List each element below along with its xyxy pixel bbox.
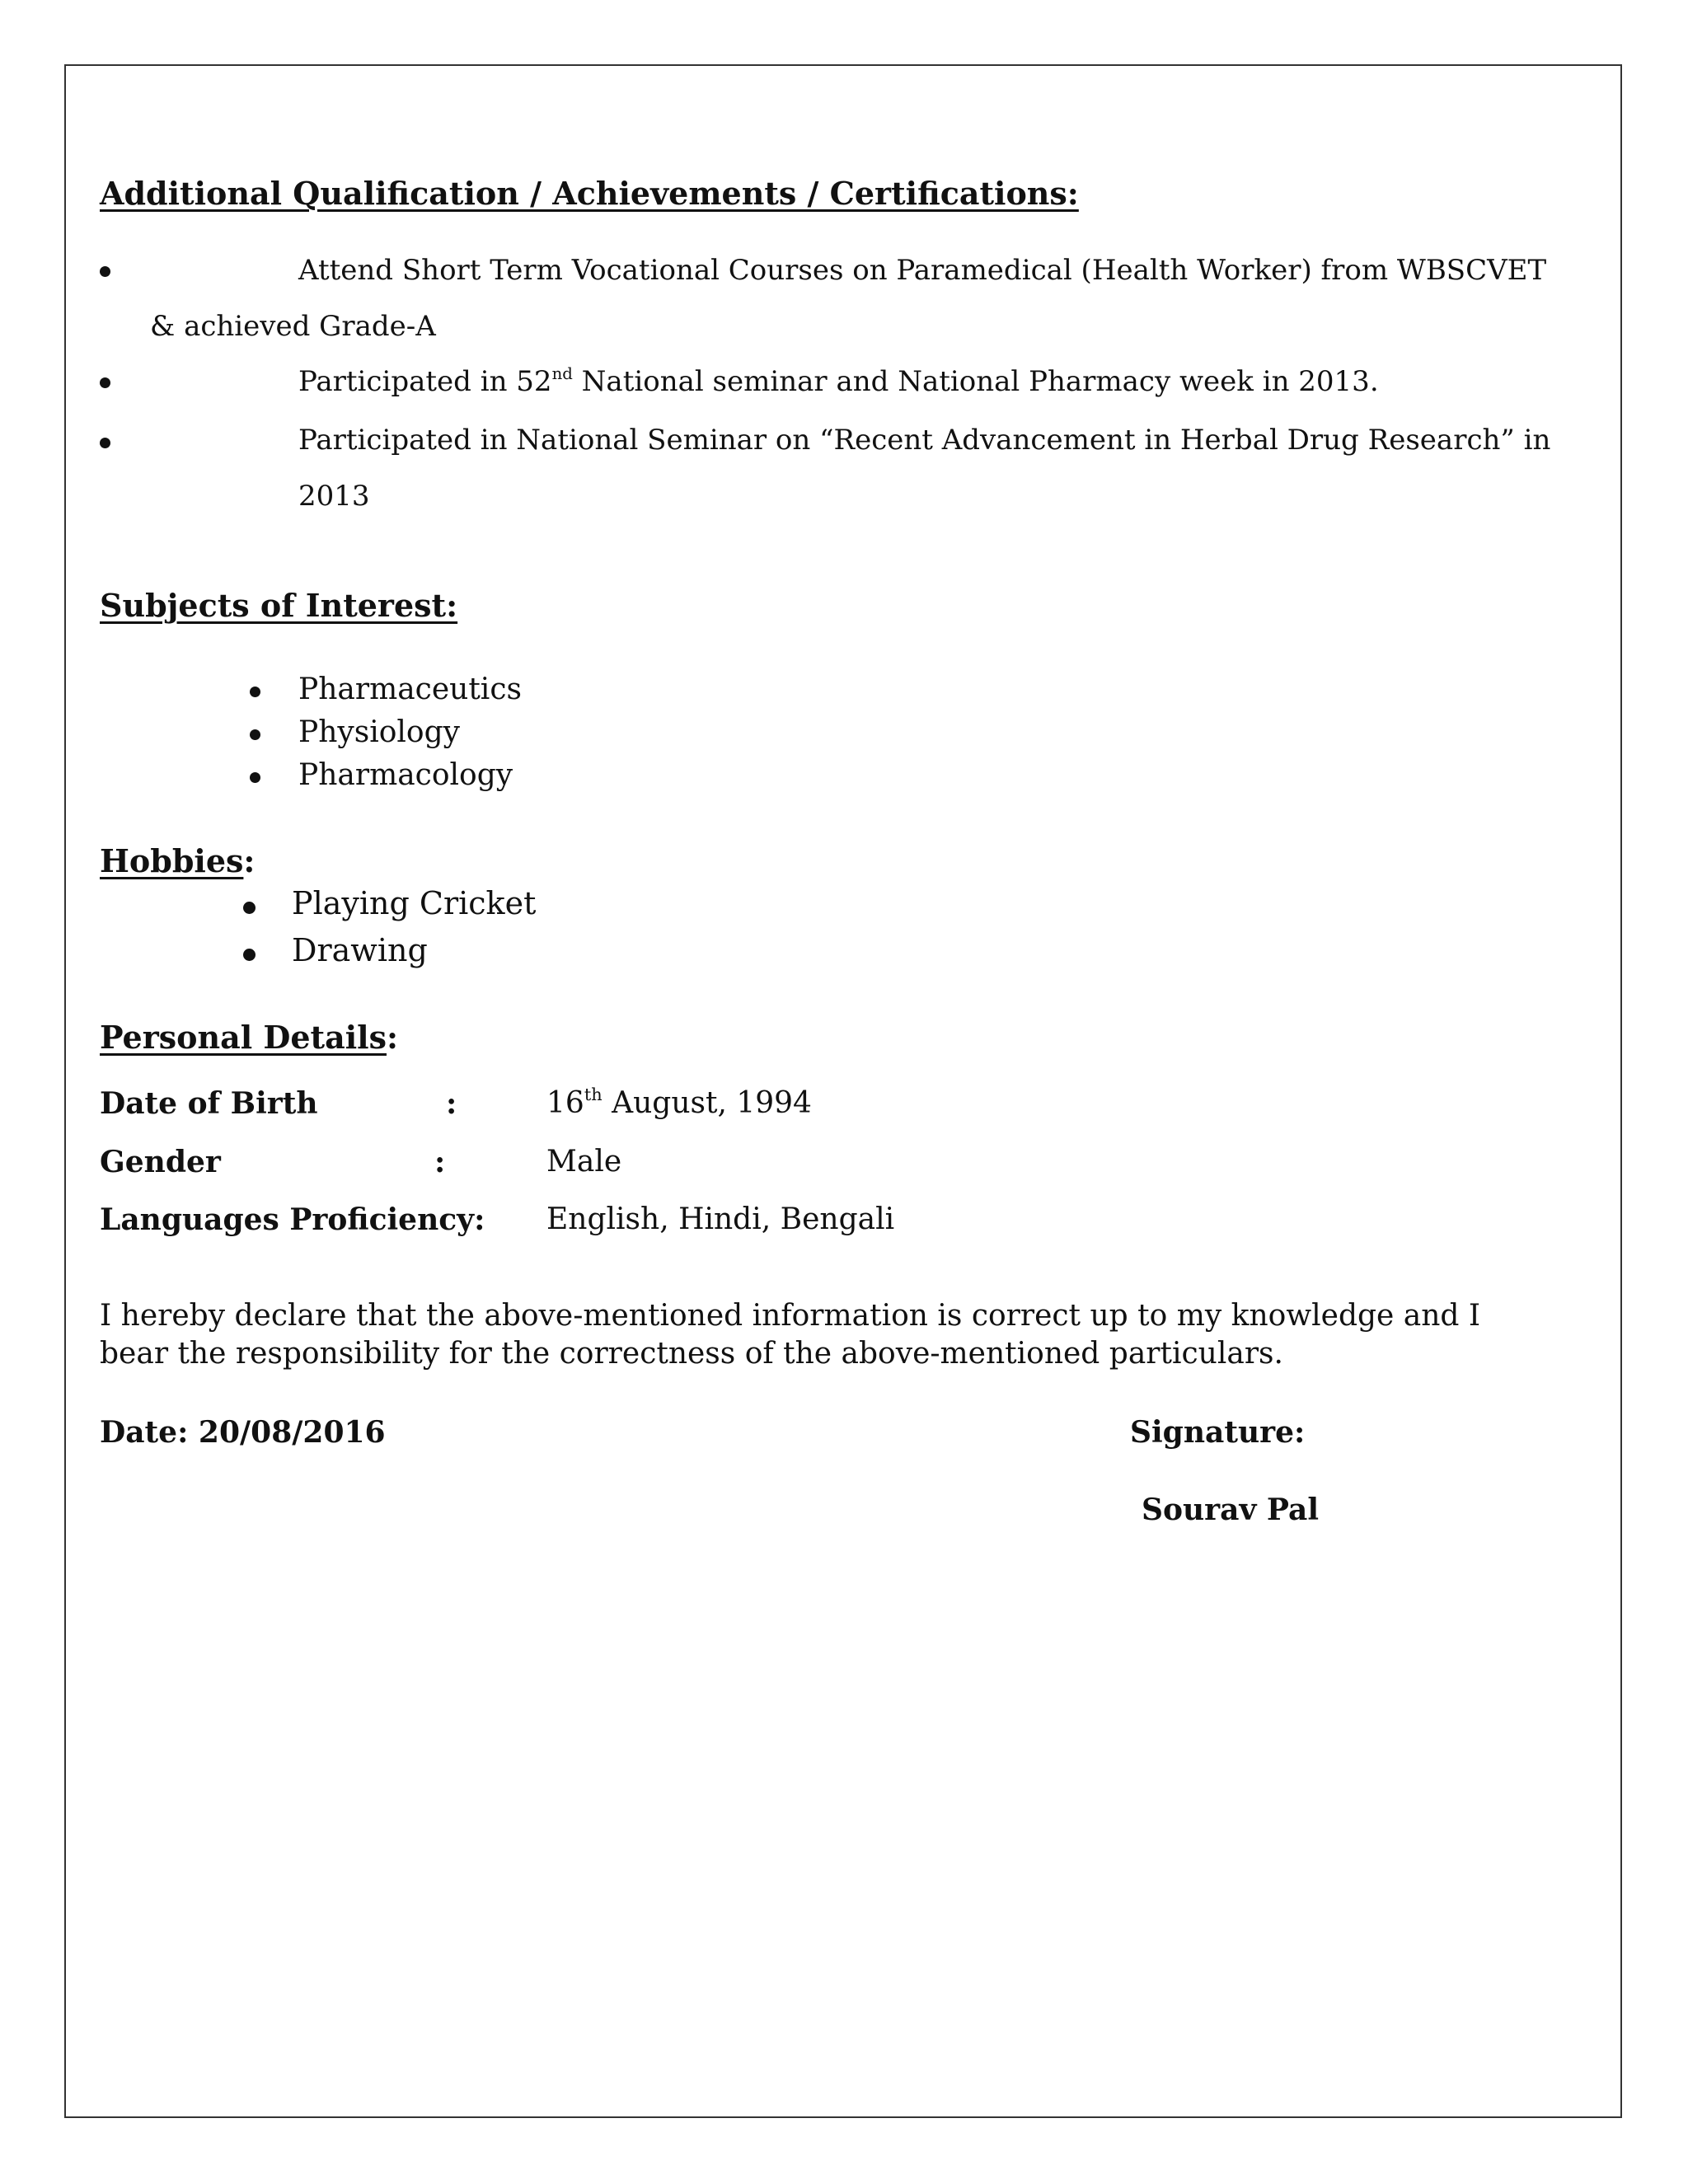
bullet-icon bbox=[100, 266, 110, 277]
interest-item: Pharmacology bbox=[298, 758, 513, 792]
signatory-name: Sourav Pal bbox=[1142, 1493, 1320, 1527]
gender-colon: : bbox=[434, 1145, 446, 1179]
bullet-icon bbox=[100, 377, 110, 388]
languages-value: English, Hindi, Bengali bbox=[546, 1202, 895, 1236]
dob-colon: : bbox=[446, 1086, 457, 1121]
gender-value: Male bbox=[546, 1145, 622, 1179]
interest-item: Pharmaceutics bbox=[298, 673, 522, 706]
bullet-icon bbox=[243, 902, 256, 914]
interest-item: Physiology bbox=[298, 715, 460, 749]
bullet-icon bbox=[250, 772, 260, 783]
bullet-icon bbox=[250, 729, 260, 740]
gender-label: Gender bbox=[100, 1145, 221, 1179]
achievements-heading: Additional Qualification / Achievements / Certifications: bbox=[100, 175, 1079, 212]
personal-heading: Personal Details: bbox=[100, 1019, 399, 1056]
hobbies-heading: Hobbies: bbox=[100, 842, 256, 879]
achievement-item-2: Participated in 52nd National seminar and National Pharmacy week in 2013. bbox=[298, 363, 1379, 398]
achievement-item-1-line2: & achieved Grade-A bbox=[150, 310, 436, 343]
bullet-icon bbox=[250, 687, 260, 697]
achievement-item-3-line1: Participated in National Seminar on “Recent Advancement in Herbal Drug Research” in bbox=[298, 424, 1551, 457]
languages-label: Languages Proficiency: bbox=[100, 1202, 485, 1237]
interests-heading: Subjects of Interest: bbox=[100, 587, 458, 624]
signature-label: Signature: bbox=[1130, 1415, 1306, 1450]
dob-label: Date of Birth bbox=[100, 1086, 318, 1121]
achievement-item-3-line2: 2013 bbox=[298, 480, 370, 513]
declaration-line1: I hereby declare that the above-mentioned information is correct up to my knowledge and I bbox=[100, 1299, 1481, 1333]
hobby-item: Drawing bbox=[292, 932, 428, 968]
bullet-icon bbox=[100, 438, 110, 448]
hobby-item: Playing Cricket bbox=[292, 885, 537, 921]
declaration-line2: bear the responsibility for the correctness of the above-mentioned particulars. bbox=[100, 1337, 1283, 1371]
achievement-item-1-line1: Attend Short Term Vocational Courses on Paramedical (Health Worker) from WBSCVET bbox=[298, 254, 1547, 287]
dob-value: 16th August, 1994 bbox=[546, 1084, 812, 1120]
bullet-icon bbox=[243, 949, 256, 961]
declaration-date: Date: 20/08/2016 bbox=[100, 1415, 386, 1450]
